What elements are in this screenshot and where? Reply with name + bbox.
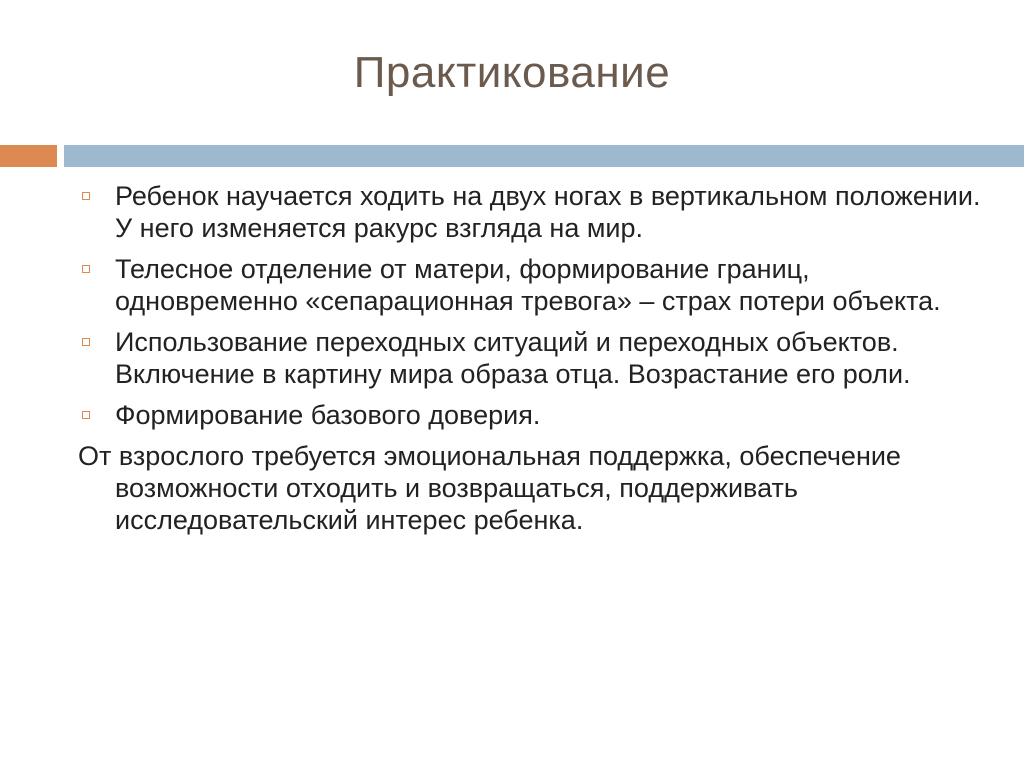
bullet-item [78, 180, 988, 244]
square-bullet-icon [82, 192, 90, 200]
bullet-text: Телесное отделение от матери, формирование границ, одновременно «сепарационная тревога» – страх потери объекта. [115, 254, 941, 316]
slide-title: Практикование [353, 48, 671, 97]
bullet-text: Формирование базового доверия. [115, 400, 541, 430]
slide-body [78, 180, 988, 536]
summary-paragraph: От взрослого требуется эмоциональная поддержка, обеспечение возможности отходить и возвращаться, поддерживать исследовательский интерес ребенка. [78, 441, 901, 535]
square-bullet-icon [82, 338, 90, 346]
accent-bar-orange [0, 145, 57, 167]
bullet-item [78, 326, 988, 390]
bullet-item [78, 253, 988, 317]
square-bullet-icon [82, 411, 90, 419]
bullet-text: Ребенок научается ходить на двух ногах в вертикальном положении. У него изменяется ракурс взгляда на мир. [115, 181, 981, 243]
accent-bar-blue [64, 145, 1024, 167]
bullet-item [78, 399, 988, 431]
bullet-text: Использование переходных ситуаций и переходных объектов. Включение в картину мира образа отца. Возрастание его роли. [115, 327, 911, 389]
square-bullet-icon [82, 265, 90, 273]
